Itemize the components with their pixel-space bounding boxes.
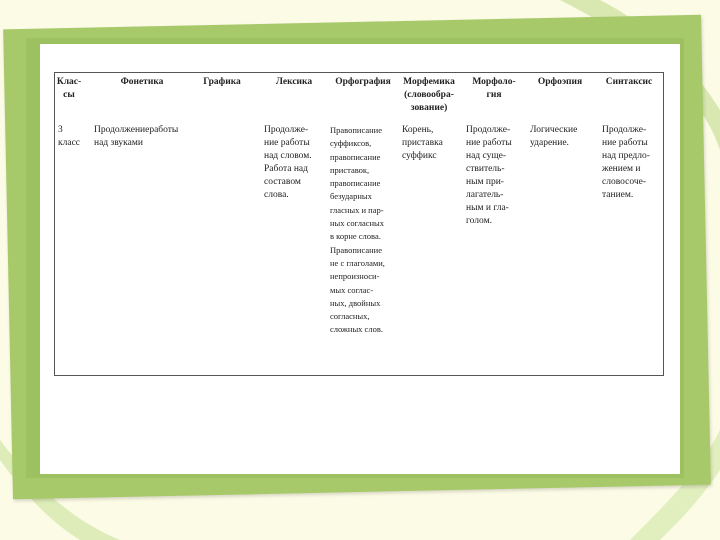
cell-orthography: Правописание суффиксов, правописание приставок, правописание безударных гласных и пар- ных согласных в корне слова. Правописание не с глаголами, непроизноси- мых соглас- ных, двойных согласных, сложных слов. [330, 125, 385, 335]
header-graphics: Графика [203, 77, 241, 87]
cell-syntax: Продолже- ние работы над предло- жением и словосоче- танием. [602, 125, 650, 200]
cell-grade: 3 класс [58, 125, 81, 148]
header-phonetics: Фонетика [120, 77, 164, 87]
cell-morphology: Продолже- ние работы над суще- ствитель- ным при- лагатель- ным и гла- голом. [466, 125, 512, 226]
cell-morphemics: Корень, приставка суффикс [402, 125, 443, 161]
cell-lexicon: Продолже- ние работы над словом. Работа над составом слова. [264, 125, 312, 200]
header-orthoepy: Орфоэпия [537, 77, 583, 87]
header-morphology: Морфоло- гия [472, 77, 516, 100]
cell-phonetics: Продолжениеработы над звуками [94, 125, 179, 148]
header-morphemics: Морфемика (словообра- зование) [403, 77, 455, 113]
header-lexicon: Лексика [275, 77, 313, 87]
header-classes: Клас- сы [56, 77, 82, 100]
cell-orthoepy: Логические ударение. [530, 125, 578, 148]
header-syntax: Синтаксис [605, 77, 653, 87]
header-orthography: Орфография [335, 77, 391, 87]
